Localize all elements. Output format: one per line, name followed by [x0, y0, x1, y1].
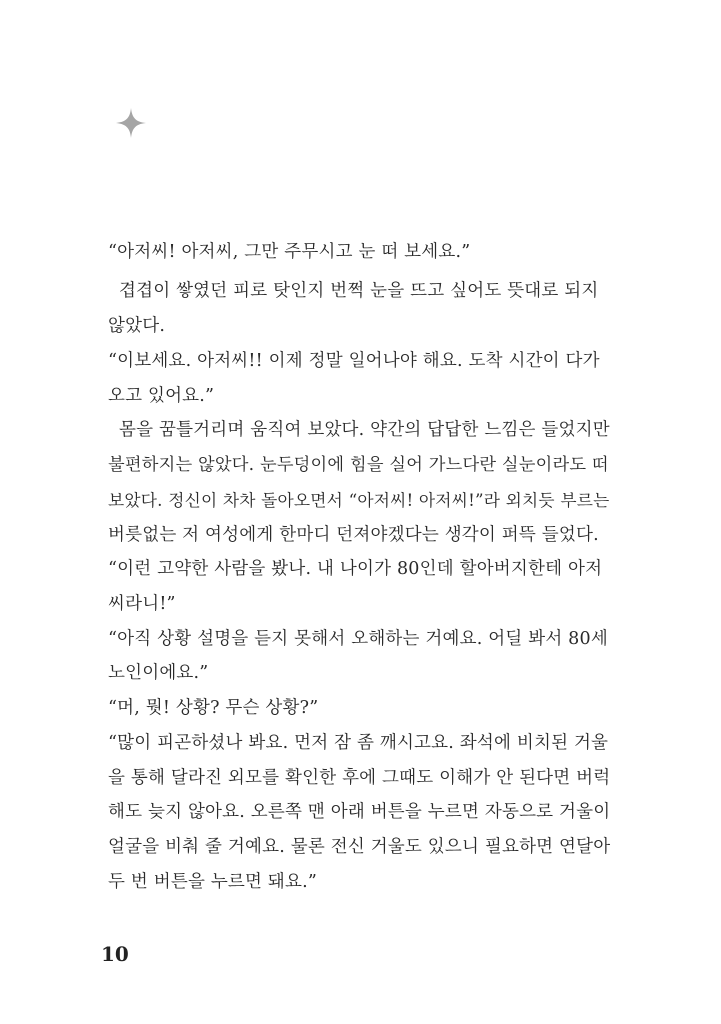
text-line: 얼굴을 비춰 줄 거예요. 물론 전신 거울도 있으니 필요하면 연달아 — [108, 837, 611, 857]
text-line: 두 번 버튼을 누르면 돼요.” — [108, 872, 318, 892]
text-line: 해도 늦지 않아요. 오른쪽 맨 아래 버튼을 누르면 자동으로 거울이 — [108, 802, 611, 822]
text-line: 노인이에요.” — [108, 663, 209, 683]
page-number: 10 — [101, 942, 129, 966]
text-line: 겹겹이 쌓였던 피로 탓인지 번쩍 눈을 뜨고 싶어도 뜻대로 되지 — [119, 281, 599, 301]
text-line: 오고 있어요.” — [108, 386, 215, 406]
text-line: 않았다. — [108, 316, 166, 336]
text-line: 보았다. 정신이 차차 돌아오면서 “아저씨! 아저씨!”라 외치듯 부르는 — [108, 490, 610, 510]
text-line: 을 통해 달라진 외모를 확인한 후에 그때도 이해가 안 된다면 버럭 — [108, 768, 611, 788]
text-line: “이런 고약한 사람을 봤나. 내 나이가 80인데 할아버지한테 아저 — [108, 559, 603, 579]
text-line: 씨라니!” — [108, 594, 176, 614]
text-line: 몸을 꿈틀거리며 움직여 보았다. 약간의 답답한 느낌은 들었지만 — [119, 420, 610, 440]
text-line: “아직 상황 설명을 듣지 못해서 오해하는 거예요. 어딜 봐서 80세 — [108, 629, 608, 649]
text-line: “머, 뭣! 상황? 무슨 상황?” — [108, 698, 319, 718]
text-line: 버릇없는 저 여성에게 한마디 던져야겠다는 생각이 퍼뜩 들었다. — [108, 525, 599, 545]
text-line: “이보세요. 아저씨!! 이제 정말 일어나야 해요. 도착 시간이 다가 — [108, 351, 600, 371]
text-line: 불편하지는 않았다. 눈두덩이에 힘을 실어 가느다란 실눈이라도 떠 — [108, 455, 609, 475]
text-line: “아저씨! 아저씨, 그만 주무시고 눈 떠 보세요.” — [108, 242, 471, 262]
four-point-star-icon — [116, 108, 146, 138]
text-line: “많이 피곤하셨나 봐요. 먼저 잠 좀 깨시고요. 좌석에 비치된 거울 — [108, 733, 609, 753]
